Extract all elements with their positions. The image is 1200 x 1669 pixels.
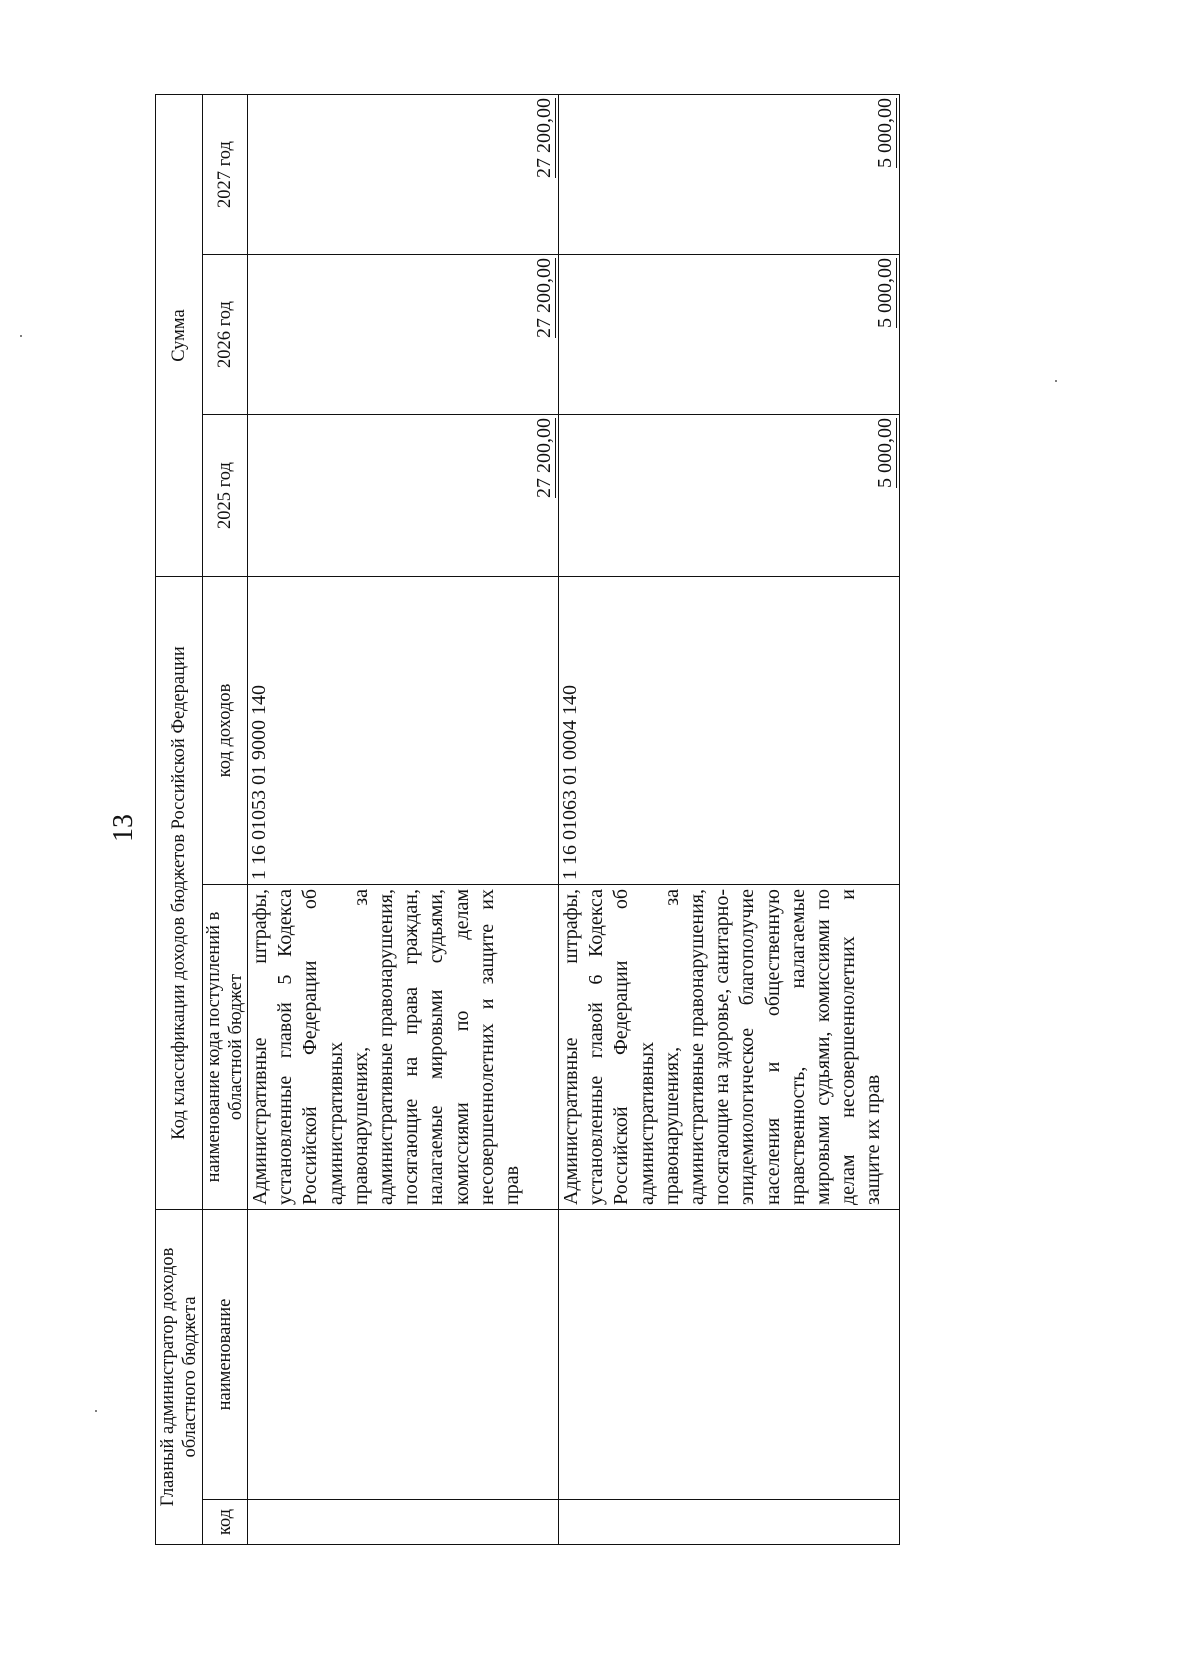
sum-2027-cell xyxy=(559,95,900,255)
sum-2026-cell xyxy=(248,255,559,415)
admin-code-cell xyxy=(248,1500,559,1545)
table-row xyxy=(559,95,900,1545)
sum-2027-cell xyxy=(248,95,559,255)
income-name-cell: Административные штрафы, установленные главой 5 Кодекса Российской Федерации об административных правонарушениях, за административные правонарушения, посягающие на права граждан, налагаемые мировыми судьями, комиссиями по делам несовершеннолетних и защите их прав xyxy=(248,885,559,1210)
admin-group-header: Главный администратор доходов областного бюджета xyxy=(156,1210,203,1545)
sum-2025-value: 5 000,00 xyxy=(874,418,896,488)
col-2027-header: 2027 год xyxy=(203,95,248,255)
col-2026-header: 2026 год xyxy=(203,255,248,415)
page-number: 13 xyxy=(108,814,139,842)
col-2025-header: 2025 год xyxy=(203,415,248,577)
sum-2025-value: 27 200,00 xyxy=(533,418,555,498)
income-name-cell: Административные штрафы, установленные главой 6 Кодекса Российской Федерации об административных правонарушениях, за административные правонарушения, посягающие на здоровье, санитарно-эпидемиологическое благополучие населения и общественную нравственность, налагаемые мировыми судьями, комиссиями по делам несовершеннолетних и защите их прав xyxy=(559,885,900,1210)
col-income-name-header: наименование кода поступлений в областной бюджет xyxy=(203,885,248,1210)
sum-2026-value: 27 200,00 xyxy=(533,258,555,338)
table-row xyxy=(248,95,559,1545)
col-income-code-header: код доходов xyxy=(203,577,248,885)
income-code-cell: 1 16 01063 01 0004 140 xyxy=(559,577,900,885)
col-code-header: код xyxy=(203,1500,248,1545)
header-row-2 xyxy=(203,95,248,1545)
header-row-1 xyxy=(156,95,203,1545)
admin-name-cell xyxy=(559,1210,900,1500)
revenue-table xyxy=(155,94,900,1545)
admin-name-cell xyxy=(248,1210,559,1500)
sum-2025-cell xyxy=(559,415,900,577)
sum-2026-cell xyxy=(559,255,900,415)
admin-code-cell xyxy=(559,1500,900,1545)
sum-group-header: Сумма xyxy=(156,95,203,577)
scan-speck xyxy=(20,335,22,337)
classification-group-header: Код классификации доходов бюджетов Российской Федерации xyxy=(156,577,203,1210)
sum-2027-value: 27 200,00 xyxy=(533,98,555,178)
revenue-table-rotated xyxy=(155,95,915,1545)
scan-speck xyxy=(95,1410,97,1412)
income-code-cell: 1 16 01053 01 9000 140 xyxy=(248,577,559,885)
sum-2027-value: 5 000,00 xyxy=(874,98,896,168)
sum-2025-cell xyxy=(248,415,559,577)
scan-speck xyxy=(1055,380,1057,382)
col-name-header: наименование xyxy=(203,1210,248,1500)
sum-2026-value: 5 000,00 xyxy=(874,258,896,328)
